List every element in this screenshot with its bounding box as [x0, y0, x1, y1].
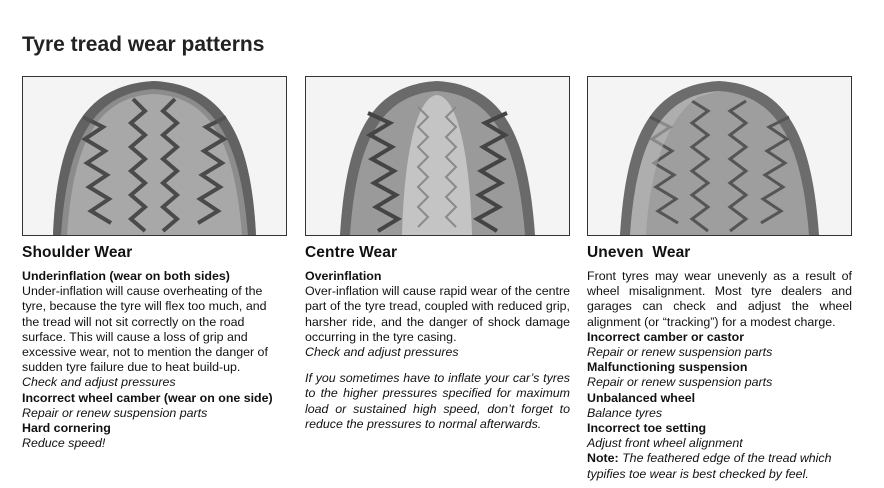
column-centre-wear [305, 76, 570, 432]
advice-note: If you sometimes have to inflate your car’s tyres to the higher pressures specified for maximum load or sustained high speed, don’t forget to reduce the pressures to normal afterwards. [305, 371, 570, 431]
column-heading: Uneven Wear [587, 244, 691, 261]
remedy: Check and adjust pressures [22, 375, 176, 390]
spacer [305, 360, 570, 371]
column-body [305, 269, 570, 432]
note-text: The feathered edge of the tread which typifies toe wear is best checked by feel. [587, 451, 832, 481]
column-heading: Centre Wear [305, 244, 398, 261]
page-title: Tyre tread wear patterns [22, 33, 265, 56]
cause-heading: Hard cornering [22, 421, 111, 436]
description: Over-inflation will cause rapid wear of the centre part of the tyre tread, coupled with reduced grip, harsher ride, and the danger of shock damage occurring in the tyre casing. [305, 284, 570, 344]
tyre-photo-centre-wear [305, 76, 570, 236]
cause-heading: Incorrect camber or castor [587, 329, 745, 344]
remedy: Balance tyres [587, 405, 663, 420]
column-uneven-wear [587, 76, 852, 482]
remedy: Check and adjust pressures [305, 345, 459, 360]
remedy: Repair or renew suspension parts [22, 405, 208, 420]
description: Under-inflation will cause overheating of the tyre, because the tyre will flex too much, and the tread will not sit correctly on the road surface. This will cause a loss of grip and excessive wear, not to mention the danger of sudden tyre failure due to heat build-up. [22, 284, 268, 375]
remedy: Adjust front wheel alignment [587, 436, 743, 451]
cause-heading: Malfunctioning suspension [587, 360, 748, 375]
cause-heading: Unbalanced wheel [587, 390, 696, 405]
description: Front tyres may wear unevenly as a result of wheel misalignment. Most tyre dealers and garages can check and adjust the wheel alignment (or “tracking”) for a modest charge. [587, 269, 852, 329]
column-body [587, 269, 852, 482]
cause-heading: Incorrect wheel camber (wear on one side) [22, 390, 273, 405]
column-shoulder-wear [22, 76, 287, 451]
tyre-photo-shoulder-wear [22, 76, 287, 236]
remedy: Repair or renew suspension parts [587, 375, 773, 390]
column-body [22, 269, 287, 451]
column-heading: Shoulder Wear [22, 244, 133, 261]
cause-heading: Underinflation (wear on both sides) [22, 269, 230, 283]
cause-heading: Overinflation [305, 269, 382, 283]
cause-heading: Incorrect toe setting [587, 421, 707, 436]
remedy: Reduce speed! [22, 436, 106, 451]
note-label: Note: [587, 451, 619, 466]
remedy: Repair or renew suspension parts [587, 345, 773, 360]
tyre-photo-uneven-wear [587, 76, 852, 236]
note [587, 451, 852, 481]
